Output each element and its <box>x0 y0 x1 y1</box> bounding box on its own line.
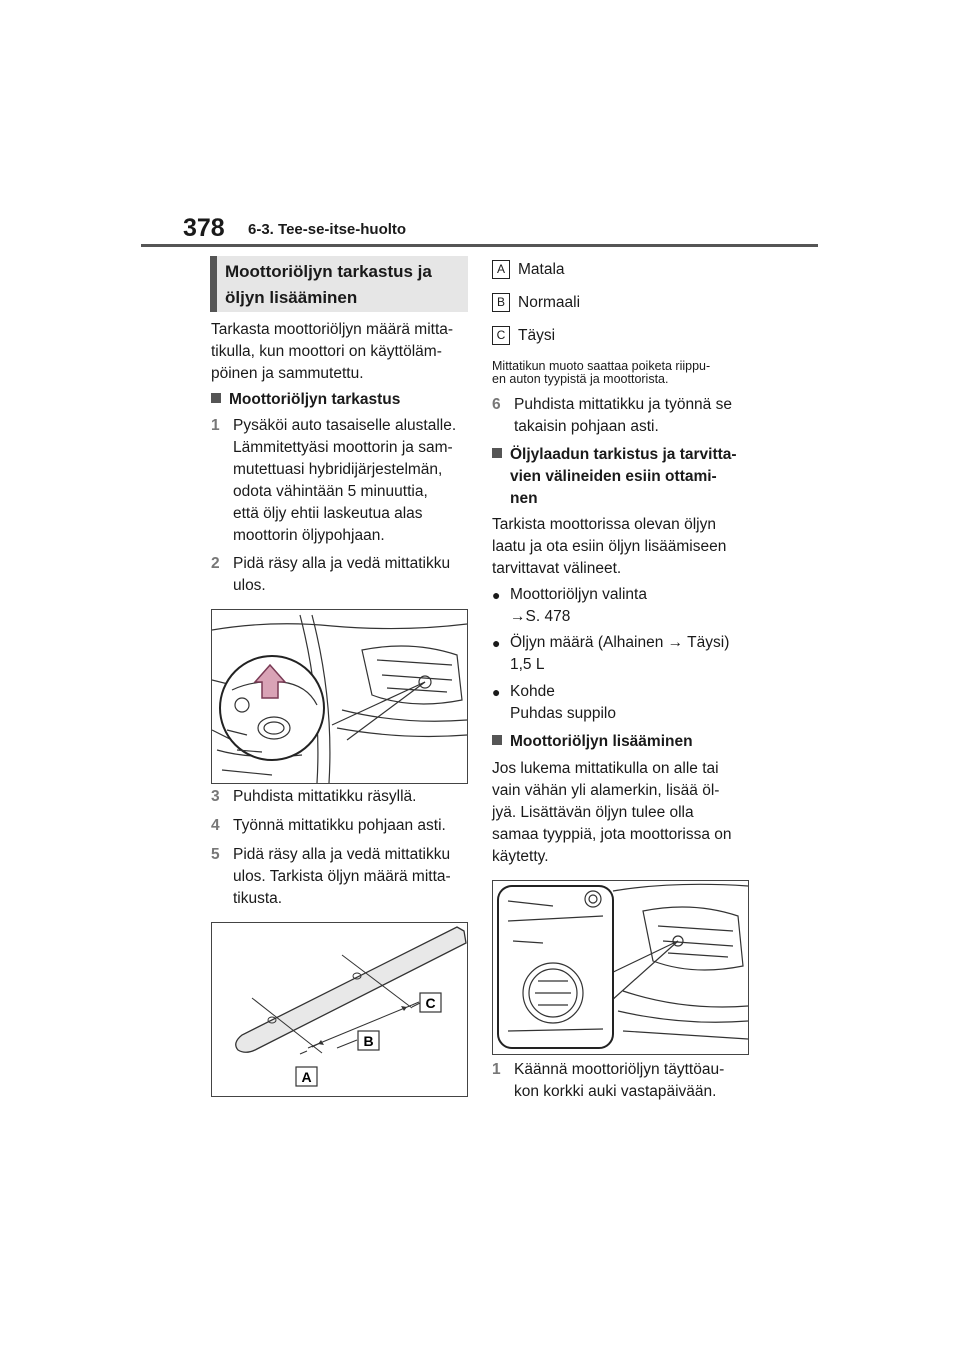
step-line: moottorin öljypohjaan. <box>233 527 385 544</box>
step-number: 1 <box>211 417 220 434</box>
page-number: 378 <box>183 214 225 242</box>
step-5 <box>211 844 471 910</box>
section-heading <box>210 256 468 312</box>
filler-cap-illustration <box>493 881 748 1054</box>
legend-c-text: Täysi <box>518 326 556 344</box>
square-bullet-icon <box>492 735 502 745</box>
step-4 <box>211 815 471 837</box>
step-line: ulos. <box>233 577 266 594</box>
step-number: 1 <box>492 1061 501 1078</box>
step-1 <box>211 415 471 547</box>
step-line: Työnnä mittatikku pohjaan asti. <box>233 817 446 834</box>
step-number: 4 <box>211 817 220 834</box>
intro-line: pöinen ja sammutettu. <box>211 365 364 382</box>
section-title: 6-3. Tee-se-itse-huolto <box>248 221 407 238</box>
step-line: Pidä räsy alla ja vedä mittatikku <box>233 555 451 572</box>
para-line: Jos lukema mittatikulla on alle tai <box>492 760 719 777</box>
para-line: vain vähän yli alamerkin, lisää öl- <box>492 782 720 799</box>
bullet-line: Puhdas suppilo <box>510 705 616 722</box>
label-c-text: C <box>425 995 436 1011</box>
step-3 <box>211 786 471 808</box>
header-rule <box>141 244 818 247</box>
legend-c-box: C <box>492 326 510 345</box>
para-line: tarvittavat välineet. <box>492 560 622 577</box>
step-line: Puhdista mittatikku räsyllä. <box>233 788 417 805</box>
bullet-line: Moottoriöljyn valinta <box>510 586 647 603</box>
legend-a <box>492 260 757 279</box>
step-line: kon korkki auki vastapäivään. <box>514 1083 717 1100</box>
step-line: tikusta. <box>233 890 283 907</box>
subheading-check <box>211 389 471 411</box>
step-r1 <box>492 1059 757 1103</box>
step-line: Käännä moottoriöljyn täyttöau- <box>514 1061 725 1078</box>
dipstick-note <box>492 360 757 386</box>
dot-bullet-icon: ● <box>492 635 501 651</box>
note-line: en auton tyypistä ja moottorista. <box>492 372 669 386</box>
step-number: 6 <box>492 396 501 413</box>
step-line: Pidä räsy alla ja vedä mittatikku <box>233 846 451 863</box>
legend-a-text: Matala <box>518 260 565 278</box>
para-line: laatu ja ota esiin öljyn lisäämiseen <box>492 538 727 555</box>
bullet-oil-selection <box>492 584 757 628</box>
step-line: Pysäköi auto tasaiselle alustalle. <box>233 417 457 434</box>
step-line: Lämmitettyäsi moottorin ja sam- <box>233 439 453 456</box>
bullet-oil-amount <box>492 632 757 676</box>
oil-filler-cap-figure <box>492 880 749 1055</box>
subheading-quality <box>492 444 757 510</box>
step-line: ulos. Tarkista öljyn määrä mitta- <box>233 868 451 885</box>
square-bullet-icon <box>211 393 221 403</box>
square-bullet-icon <box>492 448 502 458</box>
subheading-adding <box>492 731 757 753</box>
bullet-item <box>492 681 757 725</box>
dipstick-illustration <box>212 923 467 1096</box>
para-line: jyä. Lisättävän öljyn tulee olla <box>492 804 694 821</box>
bullet-line: Kohde <box>510 683 555 700</box>
legend-b <box>492 293 757 312</box>
dipstick-marks-figure <box>211 922 468 1097</box>
subheading-adding-text: Moottoriöljyn lisääminen <box>510 733 693 750</box>
bullet-line: →S. 478 <box>510 608 571 625</box>
intro-line: Tarkasta moottoriöljyn määrä mitta- <box>211 321 454 338</box>
step-line: Puhdista mittatikku ja työnnä se <box>514 396 732 413</box>
bullet-line: Öljyn määrä (Alhainen → Täysi) <box>510 634 730 651</box>
legend-c <box>492 326 757 345</box>
bullet-line: 1,5 L <box>510 656 545 673</box>
adding-paragraph <box>492 758 757 868</box>
para-line: samaa tyyppiä, jota moottorissa on <box>492 826 732 843</box>
step-number: 3 <box>211 788 220 805</box>
step-line: odota vähintään 5 minuuttia, <box>233 483 428 500</box>
step-line: mutettuasi hybridijärjestelmän, <box>233 461 443 478</box>
note-line: Mittatikun muoto saattaa poiketa riippu- <box>492 359 711 373</box>
para-line: Tarkista moottorissa olevan öljyn <box>492 516 716 533</box>
step-number: 2 <box>211 555 220 572</box>
para-line: käytetty. <box>492 848 549 865</box>
subheading-line: Öljylaadun tarkistus ja tarvitta- <box>510 446 737 463</box>
legend-a-box: A <box>492 260 510 279</box>
dot-bullet-icon: ● <box>492 587 501 603</box>
step-2 <box>211 553 471 597</box>
intro-paragraph <box>211 319 471 385</box>
legend-b-box: B <box>492 293 510 312</box>
heading-line-2: öljyn lisääminen <box>225 288 358 307</box>
intro-line: tikulla, kun moottori on käyttöläm- <box>211 343 442 360</box>
subheading-line: nen <box>510 490 538 507</box>
legend-b-text: Normaali <box>518 293 581 311</box>
label-b-text: B <box>363 1033 374 1049</box>
step-line: takaisin pohjaan asti. <box>514 418 659 435</box>
engine-dipstick-figure <box>211 609 468 784</box>
step-6 <box>492 394 757 438</box>
dot-bullet-icon: ● <box>492 684 501 700</box>
engine-dipstick-illustration <box>212 610 467 783</box>
quality-paragraph <box>492 514 757 580</box>
subheading-line: vien välineiden esiin ottami- <box>510 468 717 485</box>
step-number: 5 <box>211 846 220 863</box>
subheading-check-text: Moottoriöljyn tarkastus <box>229 391 401 408</box>
heading-line-1: Moottoriöljyn tarkastus ja <box>225 262 432 281</box>
label-a-text: A <box>301 1069 312 1085</box>
step-line: että öljy ehtii laskeutua alas <box>233 505 423 522</box>
